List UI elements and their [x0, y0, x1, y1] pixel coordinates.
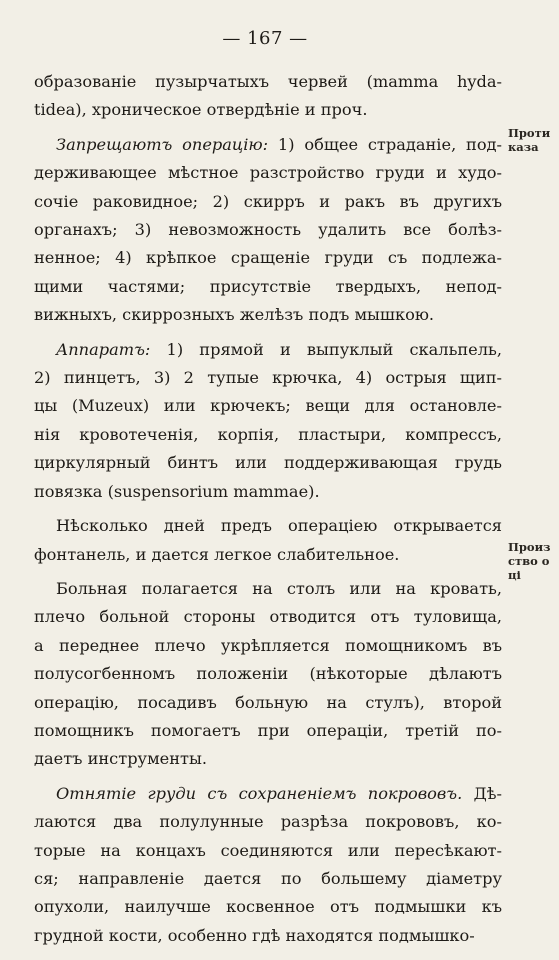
text-line — [34, 188, 502, 216]
text-span: опухоли, наилучше косвенное отъ подмышки къ — [34, 897, 502, 917]
text-line — [34, 808, 502, 836]
margin-note-line: ці — [508, 568, 521, 582]
margin-note-line: каза — [508, 140, 539, 154]
text-line — [34, 244, 502, 272]
text-line — [34, 865, 502, 893]
text-span: полусогбенномъ положеніи (нѣкоторые дѣлаютъ — [34, 664, 502, 684]
text-line — [34, 660, 502, 688]
paragraph — [34, 68, 502, 125]
paragraph — [34, 780, 502, 950]
text-line — [34, 922, 502, 950]
text-span: грудной кости, особенно гдѣ находятся подмышко- — [34, 925, 475, 945]
text-line — [34, 745, 502, 773]
text-line — [34, 159, 502, 187]
text-span: плечо больной стороны отводится отъ туловища, — [34, 607, 502, 627]
text-span: Нѣсколько дней предъ операціею открывается — [56, 516, 502, 536]
text-line — [34, 541, 502, 569]
text-span: Больная полагается на столъ или на кровать, — [56, 578, 502, 598]
text-span: помощникъ помогаетъ при операціи, третій по- — [34, 720, 502, 740]
margin-note-procedure — [508, 540, 559, 582]
text-span: а переднее плечо укрѣпляется помощникомъ въ — [34, 635, 502, 655]
text-line — [34, 364, 502, 392]
text-line — [34, 689, 502, 717]
text-span: 1) общее страданіе, под- — [268, 134, 502, 154]
text-line — [34, 96, 502, 124]
text-line — [34, 478, 502, 506]
italic-heading: Аппаратъ: — [56, 339, 151, 359]
text-line — [34, 273, 502, 301]
text-span: нія кровотеченія, корпія, пластыри, компрессъ, — [34, 424, 502, 444]
text-span: даетъ инструменты. — [34, 749, 208, 769]
text-span: Дѣ- — [462, 783, 502, 803]
text-line — [34, 216, 502, 244]
text-line — [34, 632, 502, 660]
paragraph — [34, 512, 502, 569]
text-span: ненное; 4) крѣпкое сращеніе груди съ подлежа- — [34, 248, 502, 268]
text-span: цы (Muzeux) или крючекъ; вещи для остановле- — [34, 396, 502, 416]
margin-note-line: Проти — [508, 126, 551, 140]
text-line — [34, 575, 502, 603]
text-line — [34, 68, 502, 96]
text-line — [34, 893, 502, 921]
text-span: ся; направленіе дается по большему діаметру — [34, 868, 502, 888]
text-line — [34, 336, 502, 364]
paragraph — [34, 131, 502, 330]
text-span: операцію, посадивъ больную на стулъ), второй — [34, 692, 502, 712]
page-number: — 167 — — [222, 28, 308, 49]
text-span: сочіе раковидное; 2) скирръ и ракъ въ другихъ — [34, 191, 502, 211]
text-line — [34, 603, 502, 631]
text-span: циркулярный бинтъ или поддерживающая грудь — [34, 453, 502, 473]
text-span: 1) прямой и выпуклый скальпель, — [150, 339, 502, 359]
text-span: торые на концахъ соединяются или пересѣкают- — [34, 840, 502, 860]
margin-note-line: ство о — [508, 554, 550, 568]
italic-heading: Отнятіе груди съ сохраненіемъ покрововъ. — [56, 783, 463, 803]
text-span: образованіе пузырчатыхъ червей (mamma hyda- — [34, 72, 502, 91]
text-line — [34, 449, 502, 477]
text-span: органахъ; 3) невозможность удалить все болѣз- — [34, 220, 502, 240]
text-span: 2) пинцетъ, 3) 2 тупые крючка, 4) острыя щип- — [34, 368, 502, 388]
text-span: повязка (suspensorium mammae). — [34, 481, 320, 501]
text-line — [34, 421, 502, 449]
text-span: фонтанель, и дается легкое слабительное. — [34, 544, 400, 564]
text-line — [34, 780, 502, 808]
text-span: лаются два полулунные разрѣза покрововъ, ко- — [34, 812, 502, 832]
text-line — [34, 131, 502, 159]
text-line — [34, 301, 502, 329]
margin-note-line: Произ — [508, 540, 551, 554]
text-span: держивающее мѣстное разстройство груди и худо- — [34, 163, 502, 183]
text-line — [34, 717, 502, 745]
text-span: щими частями; присутствіе твердыхъ, непод- — [34, 276, 502, 296]
text-line — [34, 392, 502, 420]
italic-heading: Запрещаютъ операцію: — [56, 134, 269, 154]
body-text — [34, 68, 502, 950]
text-span: tidea), хроническое отвердѣніе и проч. — [34, 100, 368, 120]
text-span: вижныхъ, скиррозныхъ желѣзъ подъ мышкою. — [34, 305, 435, 325]
text-line — [34, 837, 502, 865]
margin-note-contraindications — [508, 126, 559, 154]
text-line — [34, 512, 502, 540]
paragraph — [34, 336, 502, 506]
paragraph — [34, 575, 502, 774]
